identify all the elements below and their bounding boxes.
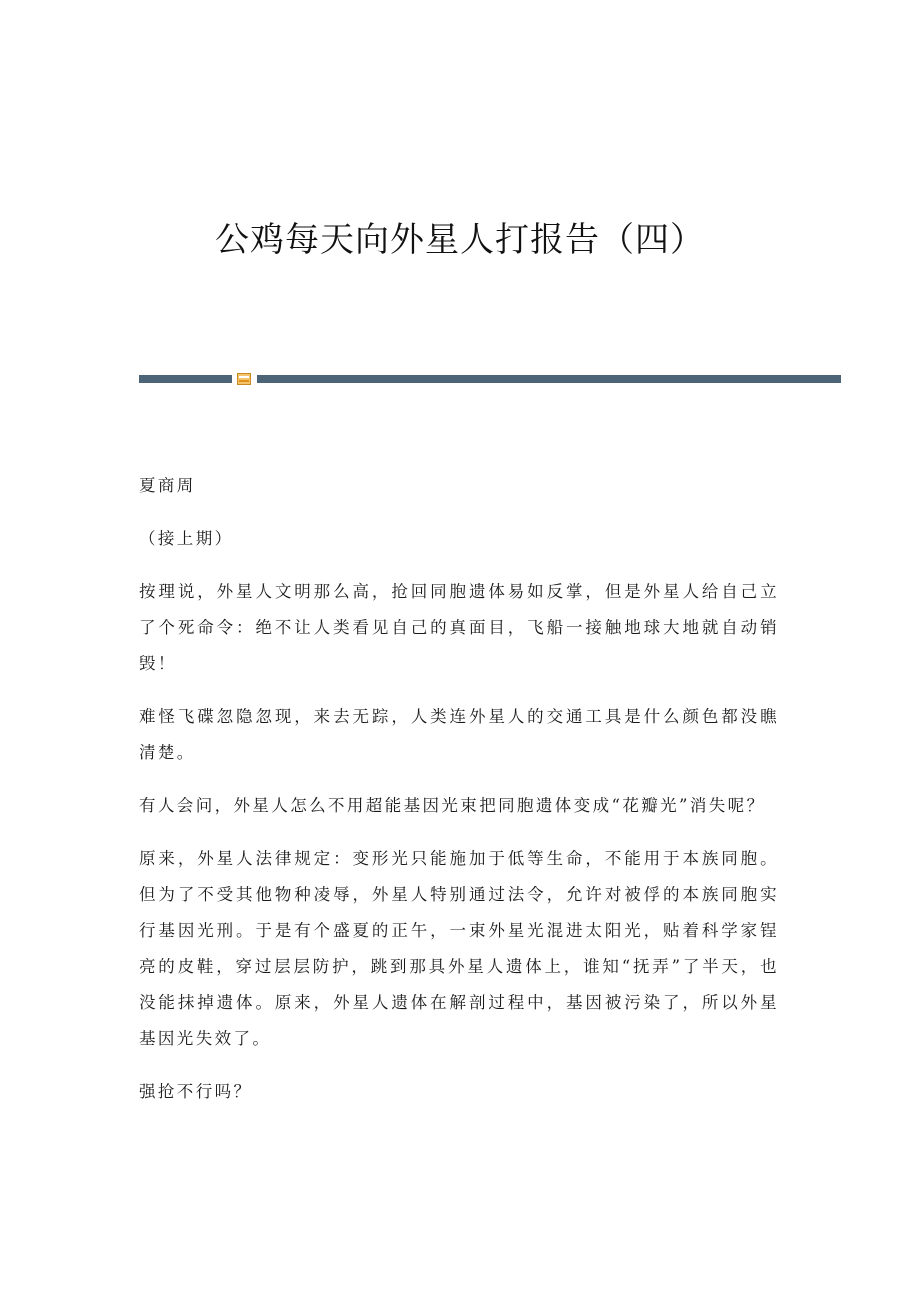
author-line: 夏商周	[139, 476, 196, 495]
divider-left-bar	[139, 375, 232, 383]
paragraph: 原来，外星人法律规定：变形光只能施加于低等生命，不能用于本族同胞。但为了不受其他物种凌辱，外星人特别通过法令，允许对被俘的本族同胞实行基因光刑。于是有个盛夏的正午，一束外星光混进太阳光，贴着科学家锃亮的皮鞋，穿过层层防护，跳到那具外星人遗体上，谁知“抚弄”了半天，也没能抹掉遗体。原来，外星人遗体在解剖过程中，基因被污染了，所以外星基因光失效了。	[139, 849, 779, 1048]
title-divider	[139, 371, 841, 387]
paragraph: 难怪飞碟忽隐忽现，来去无踪，人类连外星人的交通工具是什么颜色都没瞧清楚。	[139, 707, 779, 762]
divider-right-bar	[257, 375, 841, 383]
paragraph: （接上期）	[139, 529, 234, 548]
document-title: 公鸡每天向外星人打报告（四）	[215, 220, 705, 260]
paragraph: 强抢不行吗？	[139, 1082, 253, 1101]
article-body	[139, 468, 779, 1127]
paragraph: 按理说，外星人文明那么高，抢回同胞遗体易如反掌，但是外星人给自己立了个死命令：绝不让人类看见自己的真面目，飞船一接触地球大地就自动销毁！	[139, 582, 779, 673]
divider-ornament-icon	[237, 373, 251, 385]
paragraph: 有人会问，外星人怎么不用超能基因光束把同胞遗体变成“花瓣光”消失呢？	[139, 796, 766, 815]
